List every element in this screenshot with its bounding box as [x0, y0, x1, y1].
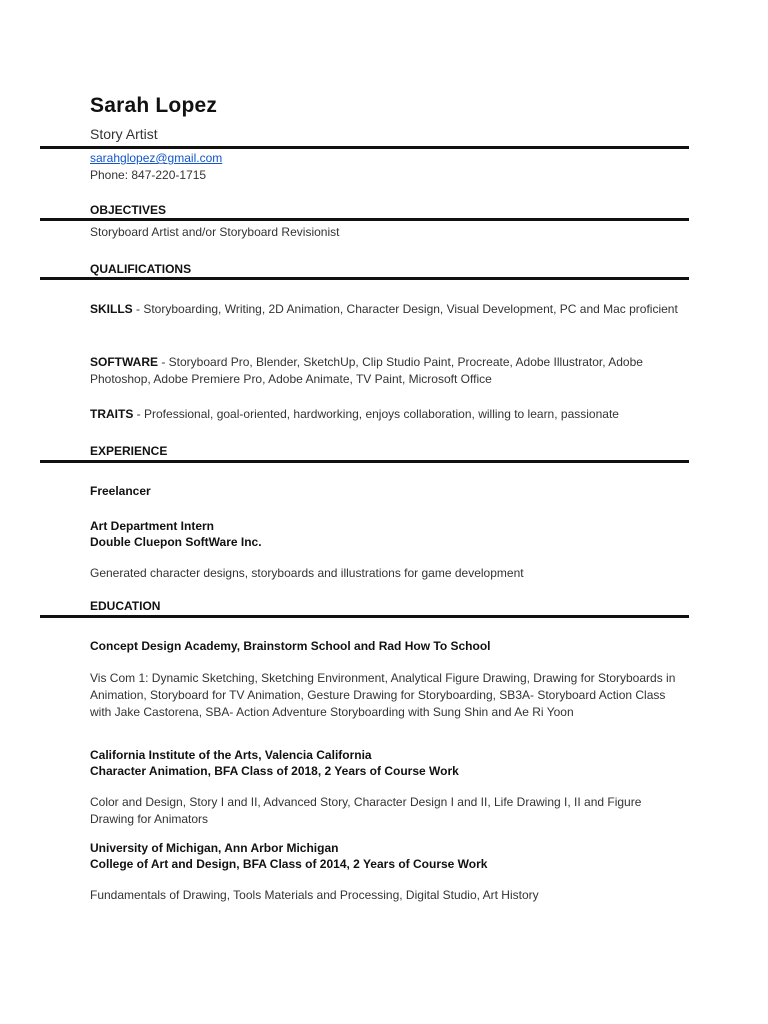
job-freelancer-title: Freelancer	[90, 484, 151, 498]
header-divider	[40, 146, 689, 149]
objectives-divider	[40, 218, 689, 221]
objectives-heading: OBJECTIVES	[90, 203, 167, 217]
traits-text: - Professional, goal-oriented, hardworking, enjoys collaboration, willing to learn, passionate	[133, 407, 619, 421]
experience-divider	[40, 460, 689, 463]
skills-label: SKILLS	[90, 302, 133, 316]
qualifications-heading: QUALIFICATIONS	[90, 262, 192, 276]
software-text: - Storyboard Pro, Blender, SketchUp, Clip Studio Paint, Procreate, Adobe Illustrator, Adobe Photoshop, Adobe Premiere Pro, Adobe Animate, TV Paint, Microsoft Office	[90, 355, 643, 386]
school3-program: College of Art and Design, BFA Class of 2014, 2 Years of Course Work	[90, 857, 488, 871]
software-paragraph	[90, 354, 680, 388]
education-heading: EDUCATION	[90, 599, 161, 613]
objectives-text: Storyboard Artist and/or Storyboard Revisionist	[90, 225, 340, 239]
candidate-title: Story Artist	[90, 126, 158, 142]
school1-name: Concept Design Academy, Brainstorm School and Rad How To School	[90, 639, 491, 653]
job-intern-company: Double Cluepon SoftWare Inc.	[90, 535, 262, 549]
job-intern-title: Art Department Intern	[90, 519, 215, 533]
school2-name: California Institute of the Arts, Valencia California	[90, 748, 372, 762]
candidate-name: Sarah Lopez	[90, 94, 218, 117]
school2-program: Character Animation, BFA Class of 2018, 2 Years of Course Work	[90, 764, 459, 778]
phone-number: Phone: 847-220-1715	[90, 168, 207, 182]
qualifications-divider	[40, 277, 689, 280]
school1-description: Vis Com 1: Dynamic Sketching, Sketching Environment, Analytical Figure Drawing, Drawing for Storyboards in Animation, Storyboard for TV Animation, Gesture Drawing for Storyboarding, SB3A- Storyboard Action Class with Jake Castorena, SBA- Action Adventure Storyboarding with Sung Shin and Ae Ri Yoon	[90, 671, 676, 719]
education-divider	[40, 615, 689, 618]
job-intern-description: Generated character designs, storyboards and illustrations for game development	[90, 566, 524, 580]
email-link[interactable]: sarahglopez@gmail.com	[90, 151, 223, 165]
traits-paragraph	[90, 406, 680, 423]
school3-description: Fundamentals of Drawing, Tools Materials and Processing, Digital Studio, Art History	[90, 888, 539, 902]
software-label: SOFTWARE	[90, 355, 158, 369]
traits-label: TRAITS	[90, 407, 134, 421]
skills-paragraph	[90, 301, 680, 318]
experience-heading: EXPERIENCE	[90, 444, 168, 458]
school3-name: University of Michigan, Ann Arbor Michigan	[90, 841, 339, 855]
school2-description: Color and Design, Story I and II, Advanced Story, Character Design I and II, Life Drawing I, II and Figure Drawing for Animators	[90, 795, 642, 826]
skills-text: - Storyboarding, Writing, 2D Animation, Character Design, Visual Development, PC and Mac proficient	[132, 302, 678, 316]
